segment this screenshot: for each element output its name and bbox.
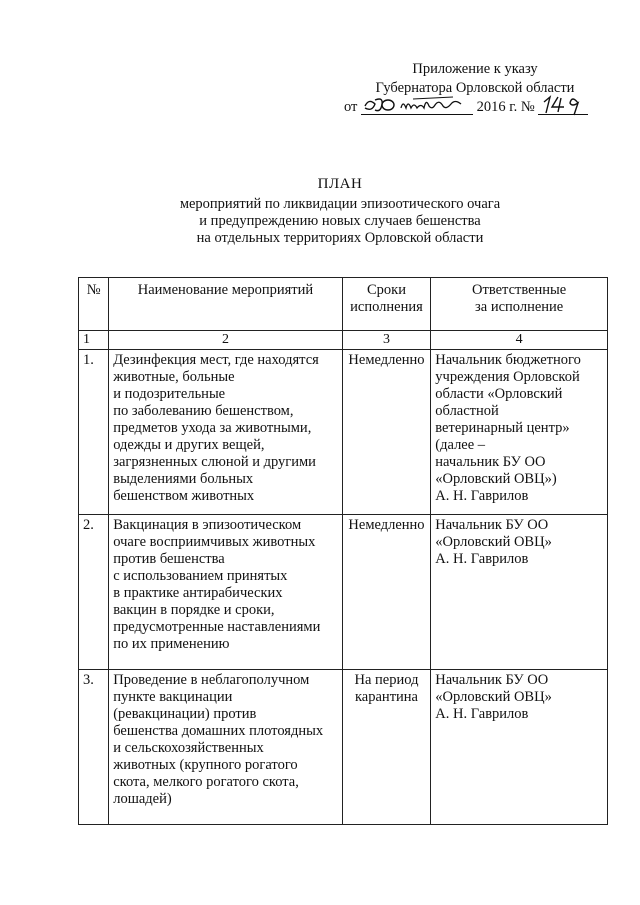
cell-text-line: (ревакцинации) против (113, 706, 257, 722)
cell-text-line: животные, больные (113, 369, 235, 385)
table-row (79, 350, 608, 515)
row-responsible (431, 350, 608, 515)
cell-text-line: бешенством животных (113, 488, 255, 504)
row-responsible (431, 515, 608, 670)
document-title (80, 176, 600, 247)
date-year: 2016 г. № (476, 99, 535, 115)
cell-text-line: загрязненных слюной и другими (113, 454, 316, 470)
cell-text-line: с использованием принятых (113, 568, 288, 584)
title-heading: ПЛАН (317, 176, 363, 192)
cell-text-line: Начальник бюджетного (435, 352, 581, 368)
cell-text-line: очаге восприимчивых животных (113, 534, 316, 550)
cell-text-line: ветеринарный центр» (435, 420, 570, 436)
cell-text-line: областной (435, 403, 499, 419)
appendix-line-2: Губернатора Орловской области (375, 80, 575, 96)
title-line-1: мероприятий по ликвидации эпизоотического очага (179, 196, 501, 212)
cell-text-line: выделениями больных (113, 471, 254, 487)
cell-text-line: карантина (354, 689, 418, 705)
cell-text-line: Проведение в неблагополучном (113, 672, 310, 688)
table-header-row (79, 278, 608, 331)
cell-text-line: животных (крупного рогатого (113, 757, 298, 773)
header-responsible-line-1: Ответственные (472, 282, 567, 298)
row-name (109, 670, 342, 825)
table-row (79, 670, 608, 825)
cell-text-line: На период (354, 672, 419, 688)
cell-text-line: А. Н. Гаврилов (435, 551, 529, 567)
cell-text-line: по их применению (113, 636, 230, 652)
cell-text-line: Немедленно (348, 517, 425, 533)
cell-text-line: и сельскохозяйственных (113, 740, 264, 756)
header-num: № (79, 278, 109, 331)
header-responsible (431, 278, 608, 331)
cell-text-line: скота, мелкого рогатого скота, (113, 774, 299, 790)
header-deadline (342, 278, 431, 331)
handwritten-number (538, 98, 588, 117)
title-line-3: на отдельных территориях Орловской области (196, 230, 484, 246)
column-number-row (79, 331, 608, 350)
cell-text-line: области «Орловский (435, 386, 563, 402)
table-row (79, 515, 608, 670)
cell-text-line: пункте вакцинации (113, 689, 233, 705)
cell-text-line: (далее – (435, 437, 486, 453)
cell-text-line: «Орловский ОВЦ») (435, 471, 557, 487)
cell-text-line: по заболеванию бешенством, (113, 403, 294, 419)
header-responsible-line-2: за исполнение (475, 299, 564, 315)
row-deadline (342, 350, 431, 515)
column-number: 1 (79, 331, 109, 350)
row-num: 3. (79, 670, 109, 825)
cell-text-line: и подозрительные (113, 386, 226, 402)
row-num: 2. (79, 515, 109, 670)
cell-text-line: начальник БУ ОО (435, 454, 546, 470)
row-num: 1. (79, 350, 109, 515)
cell-text-line: «Орловский ОВЦ» (435, 689, 552, 705)
cell-text-line: учреждения Орловской (435, 369, 580, 385)
cell-text-line: «Орловский ОВЦ» (435, 534, 552, 550)
cell-text-line: против бешенства (113, 551, 225, 567)
header-name: Наименование мероприятий (109, 278, 342, 331)
cell-text-line: лошадей) (113, 791, 172, 807)
header-deadline-line-2: исполнения (350, 299, 423, 315)
cell-text-line: Начальник БУ ОО (435, 672, 549, 688)
appendix-line-1: Приложение к указу (412, 61, 538, 77)
cell-text-line: Вакцинация в эпизоотическом (113, 517, 302, 533)
handwritten-date-signature (361, 94, 473, 116)
cell-text-line: Начальник БУ ОО (435, 517, 549, 533)
column-number: 4 (431, 331, 608, 350)
row-responsible (431, 670, 608, 825)
row-deadline (342, 515, 431, 670)
cell-text-line: Дезинфекция мест, где находятся (113, 352, 319, 368)
cell-text-line: бешенства домашних плотоядных (113, 723, 324, 739)
cell-text-line: А. Н. Гаврилов (435, 488, 529, 504)
cell-text-line: вакцин в порядке и сроки, (113, 602, 275, 618)
title-line-2: и предупреждению новых случаев бешенства (199, 213, 481, 229)
cell-text-line: одежды и других вещей, (113, 437, 265, 453)
cell-text-line: Немедленно (348, 352, 425, 368)
plan-table (78, 277, 608, 825)
row-deadline (342, 670, 431, 825)
column-number: 3 (342, 331, 431, 350)
cell-text-line: предметов ухода за животными, (113, 420, 312, 436)
cell-text-line: в практике антирабических (113, 585, 283, 601)
cell-text-line: А. Н. Гаврилов (435, 706, 529, 722)
date-prefix: от (344, 99, 358, 115)
row-name (109, 350, 342, 515)
row-name (109, 515, 342, 670)
handwritten-number-signature (538, 94, 588, 116)
appendix-header (330, 60, 620, 117)
header-deadline-line-1: Сроки (366, 282, 406, 298)
cell-text-line: предусмотренные наставлениями (113, 619, 321, 635)
appendix-line-3 (330, 98, 620, 117)
handwritten-date (361, 98, 473, 117)
column-number: 2 (109, 331, 342, 350)
